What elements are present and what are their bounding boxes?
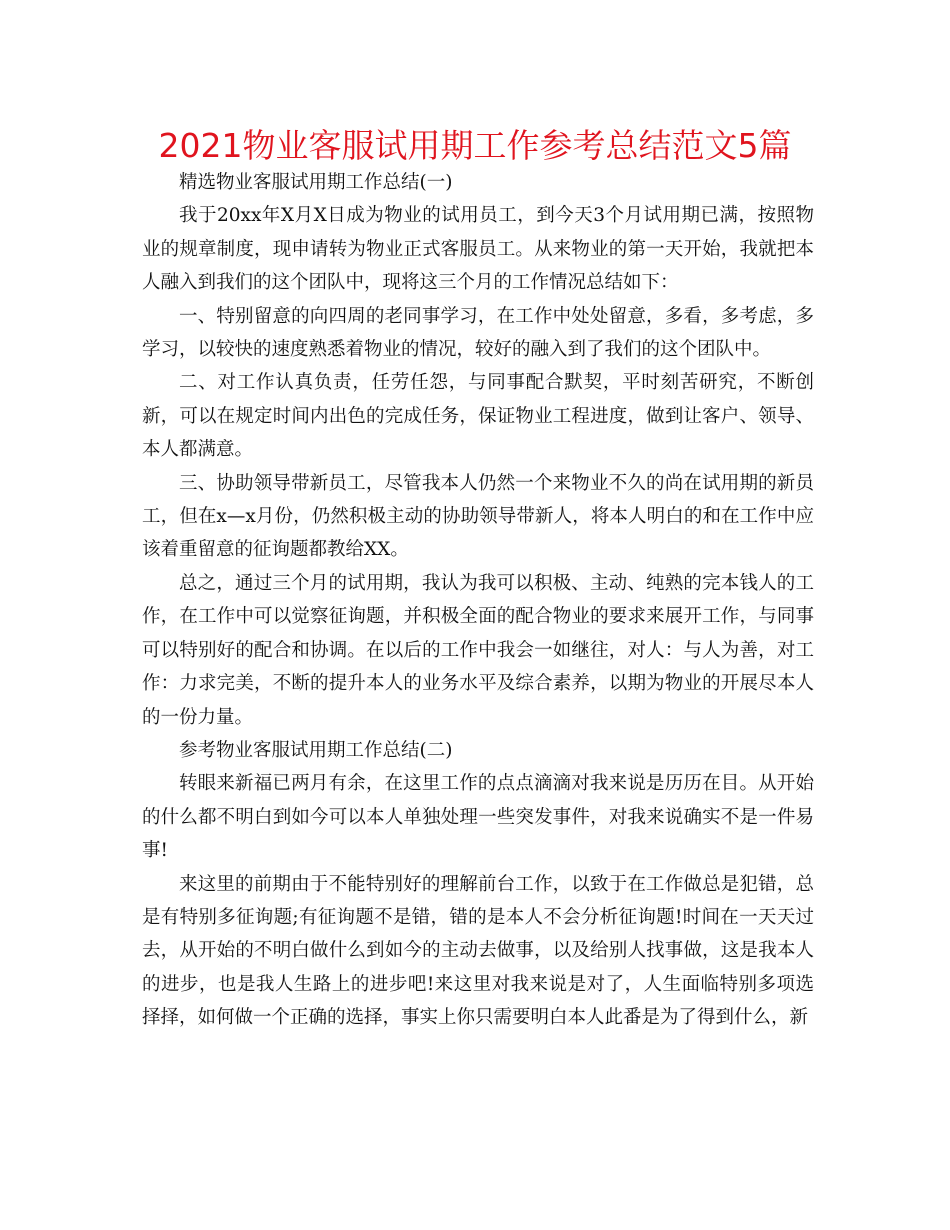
body-paragraph: 转眼来新福已两月有余，在这里工作的点点滴滴对我来说是历历在目。从开始的什么都不明白到如今可以本人单独处理一些突发事件，对我来说确实不是一件易事! xyxy=(142,773,814,862)
body-paragraph: 一、特别留意的向四周的老同事学习，在工作中处处留意，多看，多考虑，多学习，以较快的速度熟悉着物业的情况，较好的融入到了我们的这个团队中。 xyxy=(142,305,814,361)
body-paragraph: 来这里的前期由于不能特别好的理解前台工作，以致于在工作做总是犯错，总是有特别多征询题;有征询题不是错，错的是本人不会分析征询题!时间在一天天过去，从开始的不明白做什么到如今的主动去做事，以及给别人找事做，这是我本人的进步，也是我人生路上的进步吧!来这里对我来说是对了，人生面临特别多项选择择，如何做一个正确的选择，事实上你只需要明白本人此番是为了得到什么，新 xyxy=(142,873,814,1029)
document-title: 2021物业客服试用期工作参考总结范文5篇 xyxy=(158,126,792,165)
body-paragraph: 二、对工作认真负责，任劳任怨，与同事配合默契，平时刻苦研究，不断创新，可以在规定时间内出色的完成任务，保证物业工程进度，做到让客户、领导、本人都满意。 xyxy=(142,372,814,461)
body-paragraph: 总之，通过三个月的试用期，我认为我可以积极、主动、纯熟的完本钱人的工作，在工作中可以觉察征询题，并积极全面的配合物业的要求来展开工作，与同事可以特别好的配合和协调。在以后的工作中我会一如继往，对人：与人为善，对工作：力求完美，不断的提升本人的业务水平及综合素养，以期为物业的开展尽本人的一份力量。 xyxy=(142,572,814,728)
body-paragraph: 三、协助领导带新员工，尽管我本人仍然一个来物业不久的尚在试用期的新员工，但在x—x月份，仍然积极主动的协助领导带新人，将本人明白的和在工作中应该着重留意的征询题都教给XX。 xyxy=(142,472,814,561)
document-body xyxy=(142,166,814,1035)
section-heading: 精选物业客服试用期工作总结(一) xyxy=(179,172,453,193)
body-paragraph: 我于20xx年X月X日成为物业的试用员工，到今天3个月试用期已满，按照物业的规章制度，现申请转为物业正式客服员工。从来物业的第一天开始，我就把本人融入到我们的这个团队中，现将这三个月的工作情况总结如下： xyxy=(142,205,814,294)
section-heading: 参考物业客服试用期工作总结(二) xyxy=(179,739,453,761)
